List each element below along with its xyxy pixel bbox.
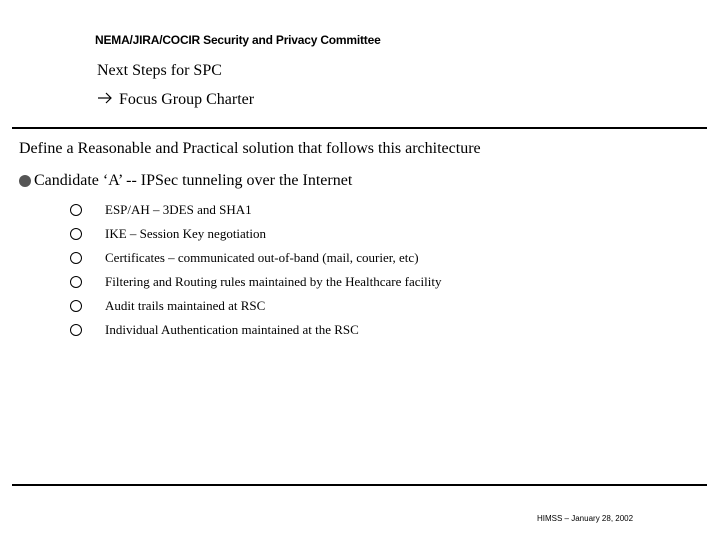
list-item-text: Audit trails maintained at RSC <box>105 298 266 313</box>
top-divider <box>12 127 707 129</box>
header-title: NEMA/JIRA/COCIR Security and Privacy Committee <box>95 33 381 47</box>
list-item-text: Individual Authentication maintained at the RSC <box>105 322 359 337</box>
list-item-text: IKE – Session Key negotiation <box>105 226 267 241</box>
list-item-text: ESP/AH – 3DES and SHA1 <box>105 202 252 217</box>
candidate-item <box>19 172 352 190</box>
section-heading: Define a Reasonable and Practical solution that follows this architecture <box>19 140 481 157</box>
subtitle-focus-group-label: Focus Group Charter <box>119 91 255 108</box>
hollow-circle-bullet-icon <box>70 300 82 312</box>
list-item <box>70 270 441 294</box>
list-item-text: Certificates – communicated out-of-band (mail, courier, etc) <box>105 250 419 265</box>
list-item-text: Filtering and Routing rules maintained by the Healthcare facility <box>105 274 442 289</box>
bullet-list <box>70 198 441 342</box>
list-item <box>70 294 441 318</box>
list-item <box>70 198 441 222</box>
footer-text: HIMSS – January 28, 2002 <box>537 514 634 523</box>
bottom-divider <box>12 484 707 486</box>
list-item <box>70 246 441 270</box>
right-arrow-icon <box>97 91 113 109</box>
subtitle-focus-group <box>97 91 254 109</box>
filled-circle-bullet-icon <box>19 175 31 187</box>
hollow-circle-bullet-icon <box>70 228 82 240</box>
hollow-circle-bullet-icon <box>70 204 82 216</box>
hollow-circle-bullet-icon <box>70 276 82 288</box>
subtitle-next-steps: Next Steps for SPC <box>97 62 222 79</box>
list-item <box>70 318 441 342</box>
list-item <box>70 222 441 246</box>
hollow-circle-bullet-icon <box>70 252 82 264</box>
candidate-label: Candidate ‘A’ -- IPSec tunneling over the Internet <box>34 172 353 189</box>
hollow-circle-bullet-icon <box>70 324 82 336</box>
